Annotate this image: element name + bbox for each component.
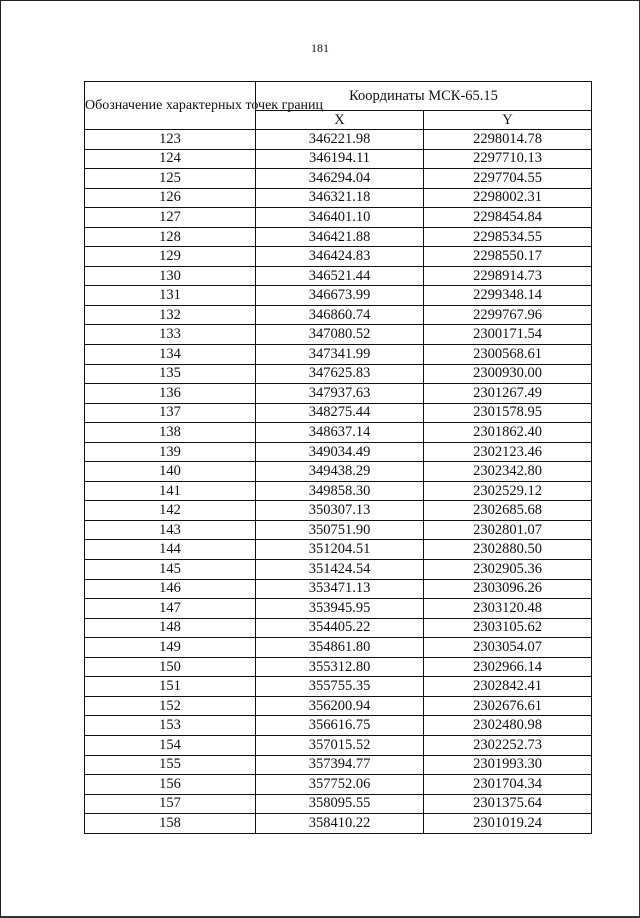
page-number: 181	[311, 41, 329, 55]
cell-point: 154	[85, 735, 256, 755]
cell-point: 132	[85, 305, 256, 325]
cell-y: 2298454.84	[424, 208, 592, 228]
table-row	[85, 305, 592, 325]
cell-y: 2302905.36	[424, 560, 592, 580]
cell-y: 2298534.55	[424, 227, 592, 247]
cell-point: 129	[85, 247, 256, 267]
cell-point: 141	[85, 481, 256, 501]
cell-point: 142	[85, 501, 256, 521]
cell-point: 135	[85, 364, 256, 384]
cell-y: 2298014.78	[424, 130, 592, 150]
cell-point: 128	[85, 227, 256, 247]
table-row	[85, 540, 592, 560]
cell-x: 349034.49	[256, 442, 424, 462]
table-row	[85, 403, 592, 423]
cell-y: 2301578.95	[424, 403, 592, 423]
cell-y: 2303120.48	[424, 599, 592, 619]
cell-y: 2300171.54	[424, 325, 592, 345]
table-header	[85, 82, 592, 130]
cell-y: 2303105.62	[424, 618, 592, 638]
cell-point: 140	[85, 462, 256, 482]
cell-y: 2301862.40	[424, 423, 592, 443]
header-point-designation: Обозначение характерных точек границ	[85, 82, 256, 130]
cell-point: 155	[85, 755, 256, 775]
cell-y: 2301993.30	[424, 755, 592, 775]
cell-x: 350751.90	[256, 520, 424, 540]
cell-point: 124	[85, 149, 256, 169]
cell-y: 2297710.13	[424, 149, 592, 169]
cell-point: 150	[85, 657, 256, 677]
cell-point: 125	[85, 169, 256, 189]
cell-point: 146	[85, 579, 256, 599]
table-row	[85, 286, 592, 306]
cell-y: 2301267.49	[424, 384, 592, 404]
cell-x: 347080.52	[256, 325, 424, 345]
header-y: Y	[424, 111, 592, 130]
cell-point: 126	[85, 188, 256, 208]
cell-y: 2298550.17	[424, 247, 592, 267]
cell-y: 2303096.26	[424, 579, 592, 599]
cell-y: 2302676.61	[424, 696, 592, 716]
cell-x: 347937.63	[256, 384, 424, 404]
cell-x: 346401.10	[256, 208, 424, 228]
cell-point: 138	[85, 423, 256, 443]
cell-x: 347625.83	[256, 364, 424, 384]
table-row	[85, 325, 592, 345]
table-row	[85, 130, 592, 150]
cell-x: 358410.22	[256, 814, 424, 834]
cell-x: 358095.55	[256, 794, 424, 814]
table-row	[85, 423, 592, 443]
table-row	[85, 560, 592, 580]
table-row	[85, 677, 592, 697]
header-row-top	[85, 82, 592, 111]
cell-x: 354861.80	[256, 638, 424, 658]
table-row	[85, 364, 592, 384]
table-row	[85, 384, 592, 404]
cell-y: 2302342.80	[424, 462, 592, 482]
table-row	[85, 169, 592, 189]
cell-x: 353471.13	[256, 579, 424, 599]
table-row	[85, 227, 592, 247]
header-coordinates-group: Координаты МСК-65.15	[256, 82, 592, 111]
cell-y: 2300568.61	[424, 345, 592, 365]
cell-point: 157	[85, 794, 256, 814]
cell-x: 354405.22	[256, 618, 424, 638]
cell-point: 139	[85, 442, 256, 462]
cell-y: 2297704.55	[424, 169, 592, 189]
table-row	[85, 481, 592, 501]
cell-point: 144	[85, 540, 256, 560]
table-row	[85, 618, 592, 638]
cell-y: 2301019.24	[424, 814, 592, 834]
cell-y: 2302685.68	[424, 501, 592, 521]
cell-point: 147	[85, 599, 256, 619]
cell-x: 356200.94	[256, 696, 424, 716]
cell-x: 346421.88	[256, 227, 424, 247]
cell-x: 348275.44	[256, 403, 424, 423]
table-row	[85, 188, 592, 208]
table-row	[85, 247, 592, 267]
table-row	[85, 266, 592, 286]
table-row	[85, 442, 592, 462]
cell-point: 152	[85, 696, 256, 716]
coordinates-table	[84, 81, 592, 834]
cell-y: 2302123.46	[424, 442, 592, 462]
cell-y: 2302252.73	[424, 735, 592, 755]
table-row	[85, 599, 592, 619]
table-row	[85, 814, 592, 834]
cell-y: 2299348.14	[424, 286, 592, 306]
table-row	[85, 149, 592, 169]
cell-y: 2298002.31	[424, 188, 592, 208]
cell-x: 353945.95	[256, 599, 424, 619]
table-row	[85, 462, 592, 482]
table-row	[85, 208, 592, 228]
cell-y: 2299767.96	[424, 305, 592, 325]
cell-x: 349438.29	[256, 462, 424, 482]
cell-x: 346521.44	[256, 266, 424, 286]
cell-x: 357015.52	[256, 735, 424, 755]
cell-y: 2300930.00	[424, 364, 592, 384]
table-row	[85, 501, 592, 521]
cell-point: 136	[85, 384, 256, 404]
cell-x: 346424.83	[256, 247, 424, 267]
cell-point: 149	[85, 638, 256, 658]
table-row	[85, 657, 592, 677]
cell-point: 131	[85, 286, 256, 306]
cell-point: 130	[85, 266, 256, 286]
cell-x: 346673.99	[256, 286, 424, 306]
cell-point: 134	[85, 345, 256, 365]
cell-x: 355755.35	[256, 677, 424, 697]
cell-y: 2302880.50	[424, 540, 592, 560]
table-row	[85, 696, 592, 716]
cell-x: 351424.54	[256, 560, 424, 580]
cell-x: 349858.30	[256, 481, 424, 501]
cell-point: 153	[85, 716, 256, 736]
cell-x: 346194.11	[256, 149, 424, 169]
table-row	[85, 579, 592, 599]
cell-x: 350307.13	[256, 501, 424, 521]
cell-y: 2302529.12	[424, 481, 592, 501]
cell-y: 2302801.07	[424, 520, 592, 540]
cell-y: 2302480.98	[424, 716, 592, 736]
cell-point: 145	[85, 560, 256, 580]
cell-point: 127	[85, 208, 256, 228]
cell-point: 133	[85, 325, 256, 345]
cell-x: 355312.80	[256, 657, 424, 677]
cell-y: 2302842.41	[424, 677, 592, 697]
cell-x: 346321.18	[256, 188, 424, 208]
header-x: X	[256, 111, 424, 130]
cell-y: 2301704.34	[424, 775, 592, 795]
cell-x: 357394.77	[256, 755, 424, 775]
cell-point: 137	[85, 403, 256, 423]
table-row	[85, 735, 592, 755]
cell-point: 158	[85, 814, 256, 834]
cell-point: 148	[85, 618, 256, 638]
cell-point: 143	[85, 520, 256, 540]
cell-point: 123	[85, 130, 256, 150]
table-row	[85, 716, 592, 736]
cell-y: 2301375.64	[424, 794, 592, 814]
cell-y: 2298914.73	[424, 266, 592, 286]
table-row	[85, 794, 592, 814]
cell-x: 346294.04	[256, 169, 424, 189]
cell-y: 2302966.14	[424, 657, 592, 677]
table-row	[85, 755, 592, 775]
cell-x: 348637.14	[256, 423, 424, 443]
table-row	[85, 638, 592, 658]
cell-x: 346860.74	[256, 305, 424, 325]
cell-x: 347341.99	[256, 345, 424, 365]
cell-point: 151	[85, 677, 256, 697]
cell-point: 156	[85, 775, 256, 795]
cell-x: 346221.98	[256, 130, 424, 150]
table-body	[85, 130, 592, 834]
cell-y: 2303054.07	[424, 638, 592, 658]
table-row	[85, 345, 592, 365]
cell-x: 351204.51	[256, 540, 424, 560]
cell-x: 357752.06	[256, 775, 424, 795]
table-row	[85, 775, 592, 795]
table-row	[85, 520, 592, 540]
cell-x: 356616.75	[256, 716, 424, 736]
